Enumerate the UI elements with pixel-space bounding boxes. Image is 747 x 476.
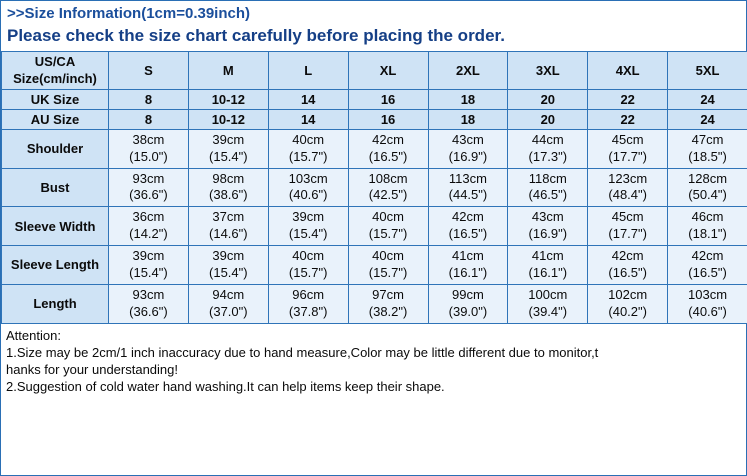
table-row-header — [2, 52, 747, 90]
value-inch: (38.2") — [368, 303, 408, 319]
column-header-5xl: 5XL — [668, 52, 747, 90]
value-cm: 94cm — [212, 286, 245, 302]
value-inch: (38.6") — [209, 187, 248, 203]
value-cm: 98cm — [212, 170, 245, 186]
value-cm: 42cm — [691, 248, 724, 264]
length-3xl — [508, 284, 588, 323]
value-cm: 39cm — [292, 209, 325, 225]
au-size-3xl: 20 — [508, 109, 588, 129]
unit-header-line1: US/CA — [34, 54, 76, 70]
value-inch: (14.6") — [209, 226, 248, 242]
shoulder-5xl — [668, 129, 747, 168]
value-cm: 45cm — [611, 131, 644, 147]
value-cm: 42cm — [372, 131, 404, 147]
uk-size-4xl: 22 — [588, 89, 668, 109]
au-size-l: 14 — [268, 109, 348, 129]
value-inch: (44.5") — [448, 187, 488, 203]
table-row — [2, 129, 747, 168]
shoulder-s — [109, 129, 189, 168]
value-cm: 43cm — [452, 131, 484, 147]
value-cm: 128cm — [688, 170, 728, 186]
value-inch: (14.2") — [129, 226, 168, 242]
value-inch: (15.4") — [209, 264, 248, 280]
value-cm: 44cm — [531, 131, 564, 147]
uk-size-xl: 16 — [348, 89, 428, 109]
length-s — [109, 284, 189, 323]
au-size-2xl: 18 — [428, 109, 508, 129]
value-inch: (39.4") — [528, 303, 568, 319]
shoulder-m — [188, 129, 268, 168]
sleeve-length-s — [109, 246, 189, 285]
table-row — [2, 246, 747, 285]
value-cm: 43cm — [531, 209, 564, 225]
sleeve-width-xl — [348, 207, 428, 246]
value-inch: (16.5") — [448, 226, 488, 242]
sleeve-width-5xl — [668, 207, 747, 246]
shoulder-3xl — [508, 129, 588, 168]
value-cm: 103cm — [688, 286, 728, 302]
value-inch: (16.1") — [448, 264, 488, 280]
value-cm: 118cm — [528, 170, 567, 186]
value-cm: 96cm — [292, 286, 325, 302]
value-cm: 39cm — [212, 131, 245, 147]
uk-size-2xl: 18 — [428, 89, 508, 109]
length-m — [188, 284, 268, 323]
size-check-notice: Please check the size chart carefully before placing the order. — [7, 26, 505, 45]
unit-header-cell — [2, 52, 109, 90]
column-header-l: L — [268, 52, 348, 90]
sleeve-width-4xl — [588, 207, 668, 246]
value-cm: 113cm — [448, 170, 487, 186]
value-cm: 45cm — [611, 209, 644, 225]
value-inch: (15.4") — [209, 148, 248, 164]
table-row — [2, 284, 747, 323]
size-info-heading: >>Size Information(1cm=0.39inch) — [7, 5, 250, 22]
value-inch: (15.7") — [368, 264, 408, 280]
table-row — [2, 207, 747, 246]
length-5xl — [668, 284, 747, 323]
bust-s — [109, 168, 189, 207]
value-cm: 41cm — [452, 248, 484, 264]
shoulder-4xl — [588, 129, 668, 168]
value-cm: 102cm — [608, 286, 648, 302]
value-cm: 41cm — [531, 248, 564, 264]
value-cm: 46cm — [691, 209, 724, 225]
uk-size-m: 10-12 — [188, 89, 268, 109]
uk-size-5xl: 24 — [668, 89, 747, 109]
value-cm: 39cm — [212, 248, 245, 264]
sleeve-length-l — [268, 246, 348, 285]
value-cm: 42cm — [452, 209, 484, 225]
shoulder-2xl — [428, 129, 508, 168]
value-inch: (16.5") — [368, 148, 408, 164]
sleeve-length-xl — [348, 246, 428, 285]
value-inch: (46.5") — [528, 187, 568, 203]
value-cm: 40cm — [372, 248, 404, 264]
bust-3xl — [508, 168, 588, 207]
value-inch: (36.6") — [129, 303, 168, 319]
value-inch: (15.0") — [129, 148, 168, 164]
row-label-au-size: AU Size — [2, 109, 109, 129]
row-label-bust: Bust — [2, 168, 109, 207]
value-inch: (17.3") — [528, 148, 568, 164]
sleeve-length-2xl — [428, 246, 508, 285]
value-cm: 36cm — [132, 209, 165, 225]
value-inch: (15.4") — [129, 264, 168, 280]
au-size-4xl: 22 — [588, 109, 668, 129]
value-inch: (48.4") — [608, 187, 647, 203]
value-inch: (16.5") — [608, 264, 647, 280]
sleeve-length-4xl — [588, 246, 668, 285]
value-cm: 93cm — [132, 170, 165, 186]
bust-4xl — [588, 168, 668, 207]
value-inch: (17.7") — [608, 148, 647, 164]
au-size-m: 10-12 — [188, 109, 268, 129]
value-inch: (16.9") — [528, 226, 568, 242]
value-cm: 47cm — [691, 131, 724, 147]
uk-size-s: 8 — [109, 89, 189, 109]
row-label-sleeve-width: Sleeve Width — [2, 207, 109, 246]
value-inch: (36.6") — [129, 187, 168, 203]
column-header-3xl: 3XL — [508, 52, 588, 90]
shoulder-l — [268, 129, 348, 168]
sleeve-length-3xl — [508, 246, 588, 285]
size-chart-table — [1, 51, 747, 323]
value-cm: 42cm — [611, 248, 644, 264]
value-cm: 37cm — [212, 209, 245, 225]
value-inch: (40.2") — [608, 303, 647, 319]
value-inch: (15.7") — [368, 226, 408, 242]
au-size-s: 8 — [109, 109, 189, 129]
bust-xl — [348, 168, 428, 207]
value-inch: (40.6") — [688, 303, 727, 319]
value-inch: (50.4") — [688, 187, 727, 203]
value-inch: (40.6") — [288, 187, 328, 203]
uk-size-l: 14 — [268, 89, 348, 109]
column-header-xl: XL — [348, 52, 428, 90]
value-inch: (17.7") — [608, 226, 647, 242]
bust-2xl — [428, 168, 508, 207]
value-inch: (15.4") — [288, 226, 328, 242]
value-cm: 40cm — [372, 209, 404, 225]
length-4xl — [588, 284, 668, 323]
row-label-length: Length — [2, 284, 109, 323]
shoulder-xl — [348, 129, 428, 168]
table-row — [2, 89, 747, 109]
table-row — [2, 109, 747, 129]
row-label-uk-size: UK Size — [2, 89, 109, 109]
value-cm: 39cm — [132, 248, 165, 264]
attention-line-1-cont: hanks for your understanding! — [6, 361, 178, 377]
value-inch: (16.5") — [688, 264, 727, 280]
bust-5xl — [668, 168, 747, 207]
attention-line-1: 1.Size may be 2cm/1 inch inaccuracy due to hand measure,Color may be little different due to monitor,t — [6, 344, 599, 360]
value-cm: 123cm — [608, 170, 648, 186]
sleeve-width-l — [268, 207, 348, 246]
value-inch: (37.8") — [288, 303, 328, 319]
value-inch: (15.7") — [288, 264, 328, 280]
value-cm: 38cm — [132, 131, 165, 147]
value-cm: 100cm — [528, 286, 568, 302]
sleeve-width-m — [188, 207, 268, 246]
sleeve-length-m — [188, 246, 268, 285]
uk-size-3xl: 20 — [508, 89, 588, 109]
value-cm: 40cm — [292, 248, 325, 264]
sleeve-width-2xl — [428, 207, 508, 246]
attention-notes — [1, 324, 746, 475]
sleeve-width-3xl — [508, 207, 588, 246]
attention-title: Attention: — [6, 327, 61, 343]
row-label-shoulder: Shoulder — [2, 129, 109, 168]
column-header-s: S — [109, 52, 189, 90]
au-size-5xl: 24 — [668, 109, 747, 129]
value-cm: 103cm — [288, 170, 328, 186]
value-inch: (37.0") — [209, 303, 248, 319]
au-size-xl: 16 — [348, 109, 428, 129]
length-2xl — [428, 284, 508, 323]
bust-m — [188, 168, 268, 207]
value-inch: (39.0") — [448, 303, 488, 319]
value-inch: (42.5") — [368, 187, 408, 203]
value-cm: 40cm — [292, 131, 325, 147]
value-cm: 93cm — [132, 286, 165, 302]
row-label-sleeve-length: Sleeve Length — [2, 246, 109, 285]
bust-l — [268, 168, 348, 207]
value-inch: (15.7") — [288, 148, 328, 164]
length-l — [268, 284, 348, 323]
sleeve-length-5xl — [668, 246, 747, 285]
value-inch: (18.1") — [688, 226, 727, 242]
unit-header-line2: Size(cm/inch) — [13, 70, 97, 86]
sleeve-width-s — [109, 207, 189, 246]
length-xl — [348, 284, 428, 323]
value-inch: (16.9") — [448, 148, 488, 164]
attention-line-2: 2.Suggestion of cold water hand washing.It can help items keep their shape. — [6, 379, 445, 395]
value-cm: 99cm — [452, 286, 484, 302]
table-row — [2, 168, 747, 207]
column-header-4xl: 4XL — [588, 52, 668, 90]
column-header-2xl: 2XL — [428, 52, 508, 90]
value-cm: 97cm — [372, 286, 404, 302]
value-cm: 108cm — [368, 170, 408, 186]
value-inch: (16.1") — [528, 264, 568, 280]
column-header-m: M — [188, 52, 268, 90]
value-inch: (18.5") — [688, 148, 727, 164]
